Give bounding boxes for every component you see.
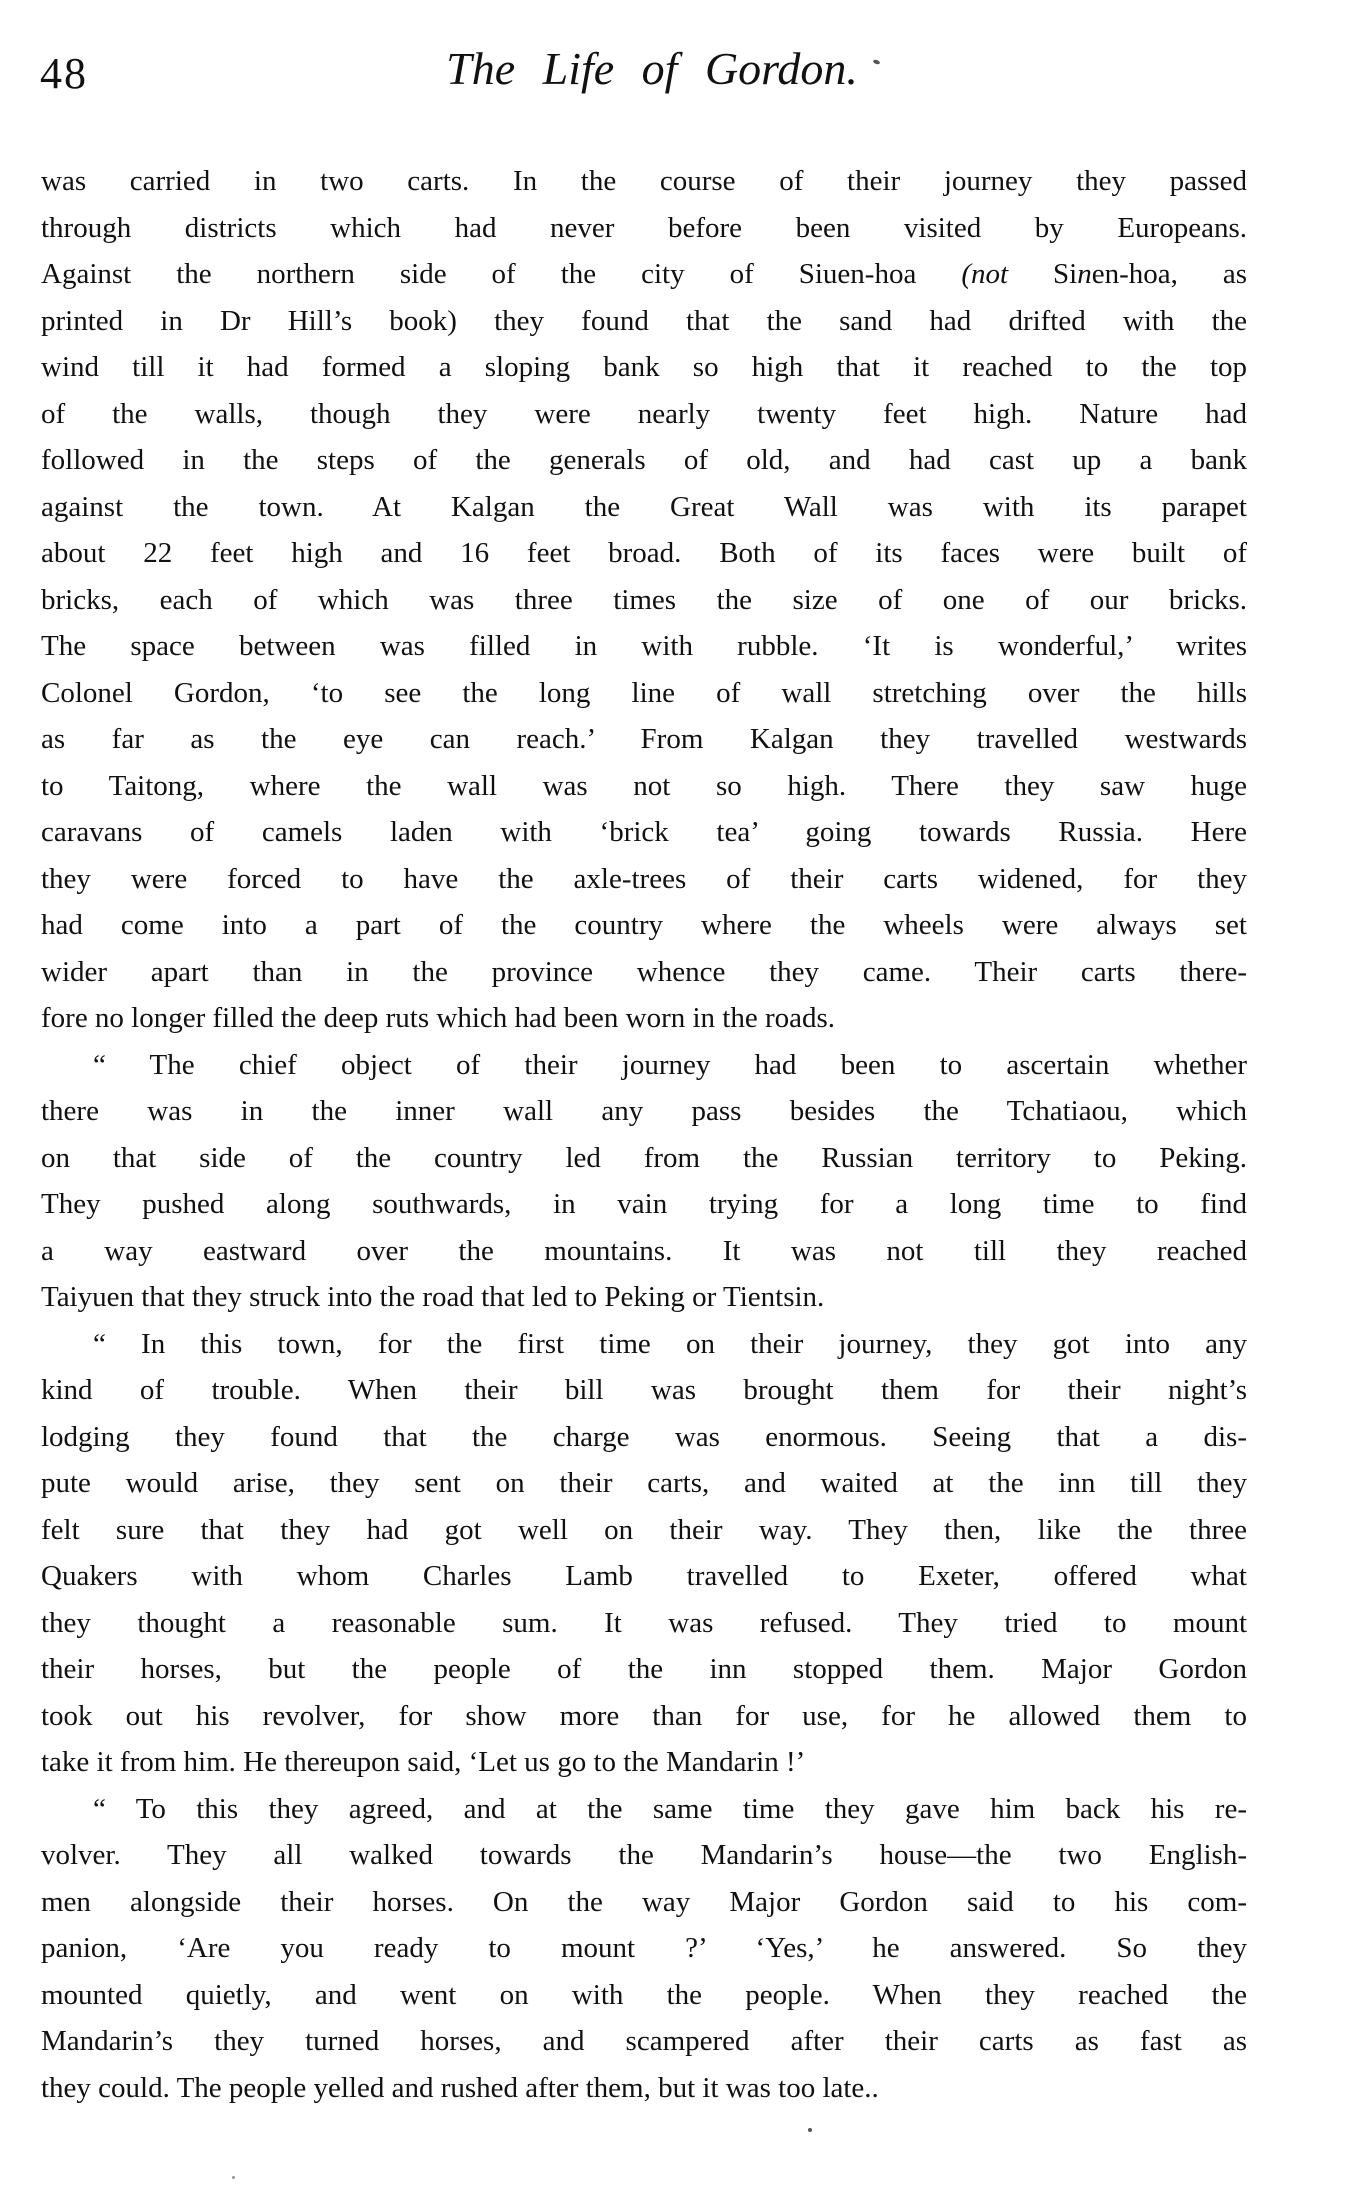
text-segment: they could. The people yelled and rushed after them, but it was too late.. [41, 2071, 879, 2104]
text-segment: bricks, each of which was three times the size of one of our bricks. [41, 583, 1247, 616]
text-segment: took out his revolver, for show more than for use, for he allowed them to [41, 1699, 1247, 1732]
text-line [41, 1042, 1247, 1089]
text-line [41, 949, 1247, 996]
text-segment: The space between was filled in with rubble. ‘It is wonderful,’ writes [41, 630, 1247, 662]
text-segment: en-hoa, as [1091, 258, 1247, 290]
text-segment: men alongside their horses. On the way Major Gordon said to his com- [41, 1885, 1247, 1918]
text-line [41, 809, 1247, 856]
text-segment: panion, ‘Are you ready to mount ?’ ‘Yes,’ he answered. So they [41, 1932, 1247, 1964]
text-line [41, 1832, 1247, 1879]
text-segment: wider apart than in the province whence they came. Their carts there- [41, 955, 1247, 988]
italic-text: n [1077, 258, 1092, 290]
text-line [41, 251, 1247, 298]
text-segment: about 22 feet high and 16 feet broad. Both of its faces were built of [41, 537, 1247, 569]
text-segment: Mandarin’s they turned horses, and scampered after their carts as fast as [41, 2025, 1247, 2057]
text-segment: kind of trouble. When their bill was brought them for their night’s [41, 1374, 1247, 1406]
text-segment: volver. They all walked towards the Mandarin’s house—the two English- [41, 1839, 1247, 1871]
text-segment: take it from him. He thereupon said, ‘Let us go to the Mandarin !’ [41, 1746, 806, 1778]
text-segment: against the town. At Kalgan the Great Wall was with its parapet [41, 490, 1247, 523]
text-line [41, 158, 1247, 205]
text-segment: wind till it had formed a sloping bank so high that it reached to the top [41, 351, 1247, 383]
text-line [41, 1786, 1247, 1833]
text-segment: Si [1008, 258, 1078, 290]
text-segment: printed in Dr Hill’s book) they found that the sand had drifted with the [41, 304, 1247, 337]
scan-speck [808, 2128, 812, 2132]
paragraph [41, 1786, 1247, 2112]
text-line [41, 2018, 1247, 2065]
text-segment: caravans of camels laden with ‘brick tea’ going towards Russia. Here [41, 816, 1247, 848]
running-title: The Life of Gordon. [446, 43, 858, 94]
text-line [41, 1135, 1247, 1182]
text-line [41, 716, 1247, 763]
text-line [41, 1879, 1247, 1926]
paragraph [41, 1321, 1247, 1786]
text-line [41, 623, 1247, 670]
text-line [41, 1228, 1247, 1275]
text-segment: to Taitong, where the wall was not so high. There they saw huge [41, 769, 1247, 802]
scan-speck [232, 2176, 235, 2179]
text-line [41, 1972, 1247, 2019]
text-line [41, 1367, 1247, 1414]
text-line [41, 530, 1247, 577]
text-line [41, 1693, 1247, 1740]
text-block [41, 158, 1247, 2111]
text-segment: their horses, but the people of the inn stopped them. Major Gordon [41, 1653, 1247, 1685]
text-segment: Quakers with whom Charles Lamb travelled to Exeter, offered what [41, 1560, 1247, 1592]
text-segment: they were forced to have the axle-trees of their carts widened, for they [41, 862, 1247, 895]
text-line [41, 437, 1247, 484]
text-segment: “ The chief object of their journey had been to ascertain whether [93, 1048, 1247, 1081]
text-segment: felt sure that they had got well on their way. They then, like the three [41, 1513, 1247, 1546]
text-segment: had come into a part of the country where the wheels were always set [41, 909, 1247, 941]
text-line [41, 902, 1247, 949]
text-line [41, 1739, 1247, 1786]
text-segment: pute would arise, they sent on their carts, and waited at the inn till they [41, 1467, 1247, 1499]
text-line [41, 577, 1247, 624]
text-segment: mounted quietly, and went on with the people. When they reached the [41, 1978, 1247, 2011]
text-segment: They pushed along southwards, in vain trying for a long time to find [41, 1188, 1247, 1220]
text-line [41, 995, 1247, 1042]
text-segment: of the walls, though they were nearly twenty feet high. Nature had [41, 397, 1247, 430]
text-segment: Taiyuen that they struck into the road that led to Peking or Tientsin. [41, 1281, 825, 1313]
text-line [41, 1274, 1247, 1321]
text-line [41, 391, 1247, 438]
text-line [41, 205, 1247, 252]
text-segment: Colonel Gordon, ‘to see the long line of wall stretching over the hills [41, 676, 1247, 709]
text-segment: “ To this they agreed, and at the same time they gave him back his re- [93, 1792, 1247, 1825]
text-line [41, 484, 1247, 531]
text-segment: on that side of the country led from the Russian territory to Peking. [41, 1141, 1247, 1174]
text-line [41, 1460, 1247, 1507]
text-line [41, 298, 1247, 345]
text-line [41, 1600, 1247, 1647]
text-segment: “ In this town, for the first time on their journey, they got into any [93, 1327, 1247, 1360]
text-line [41, 344, 1247, 391]
text-line [41, 670, 1247, 717]
text-segment: Against the northern side of the city of Siuen-hoa [41, 258, 962, 290]
text-segment: they thought a reasonable sum. It was refused. They tried to mount [41, 1606, 1247, 1639]
text-line [41, 856, 1247, 903]
text-segment: as far as the eye can reach.’ From Kalgan they travelled westwards [41, 723, 1247, 755]
paragraph [41, 158, 1247, 1042]
paragraph [41, 1042, 1247, 1321]
text-segment: through districts which had never before been visited by Europeans. [41, 211, 1247, 244]
text-segment: followed in the steps of the generals of old, and had cast up a bank [41, 444, 1247, 476]
text-line [41, 2065, 1247, 2112]
text-line [41, 1507, 1247, 1554]
text-line [41, 763, 1247, 810]
text-line [41, 1414, 1247, 1461]
text-line [41, 1925, 1247, 1972]
page-number: 48 [40, 49, 88, 98]
text-segment: a way eastward over the mountains. It was not till they reached [41, 1234, 1247, 1267]
text-line [41, 1088, 1247, 1135]
text-line [41, 1553, 1247, 1600]
text-line [41, 1181, 1247, 1228]
text-segment: fore no longer filled the deep ruts which had been worn in the roads. [41, 1002, 836, 1034]
text-line [41, 1646, 1247, 1693]
text-line [41, 1321, 1247, 1368]
text-segment: lodging they found that the charge was enormous. Seeing that a dis- [41, 1420, 1247, 1453]
text-segment: was carried in two carts. In the course of their journey they passed [41, 165, 1247, 197]
text-segment: there was in the inner wall any pass besides the Tchatiaou, which [41, 1095, 1247, 1127]
italic-text: (not [961, 258, 1009, 290]
